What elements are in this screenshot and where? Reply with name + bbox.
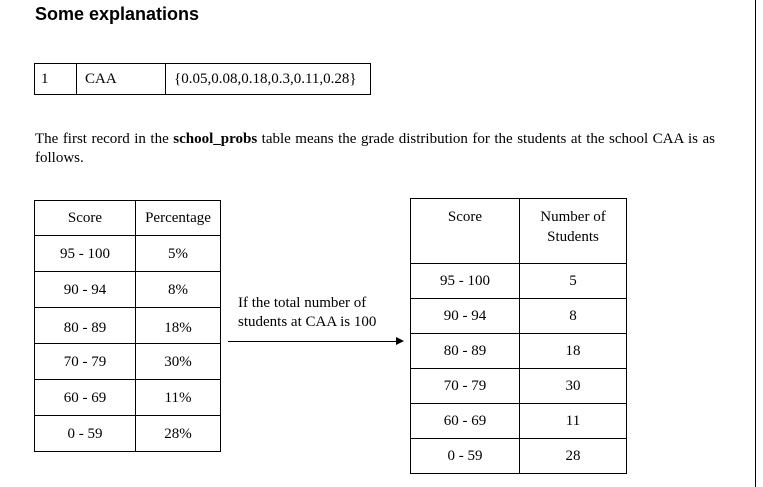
- total-note: [238, 294, 376, 332]
- table-row: [35, 308, 221, 344]
- table-row: [35, 272, 221, 308]
- percentage-cell: 11%: [136, 380, 221, 416]
- percentage-cell: 18%: [136, 308, 221, 344]
- record-table: [34, 63, 371, 95]
- arrow-line: [228, 341, 396, 342]
- percentage-cell: 30%: [136, 344, 221, 380]
- count-cell: 11: [520, 404, 627, 439]
- header-percentage: Percentage: [136, 201, 221, 236]
- count-cell: 18: [520, 334, 627, 369]
- score-cell: 80 - 89: [411, 334, 520, 369]
- count-cell: 30: [520, 369, 627, 404]
- percentage-table: [34, 200, 221, 452]
- explanation-paragraph: [35, 130, 715, 168]
- score-cell: 60 - 69: [411, 404, 520, 439]
- score-cell: 95 - 100: [411, 264, 520, 299]
- table-row: [411, 439, 627, 474]
- count-table: [410, 198, 627, 474]
- table-row: [35, 380, 221, 416]
- table-row: [411, 264, 627, 299]
- score-cell: 70 - 79: [35, 344, 136, 380]
- header-number-of-students: [520, 199, 627, 264]
- table-row: [411, 369, 627, 404]
- section-heading: Some explanations: [35, 4, 200, 24]
- score-cell: 70 - 79: [411, 369, 520, 404]
- record-school: CAA: [77, 64, 166, 95]
- paragraph-table-name: school_probs: [173, 131, 258, 147]
- score-cell: 0 - 59: [411, 439, 520, 474]
- record-probs: {0.05,0.08,0.18,0.3,0.11,0.28}: [166, 64, 371, 95]
- count-cell: 5: [520, 264, 627, 299]
- percentage-cell: 28%: [136, 416, 221, 452]
- table-row: [35, 416, 221, 452]
- percentage-cell: 8%: [136, 272, 221, 308]
- header-line-1: Number of: [540, 209, 606, 225]
- table-row: [411, 404, 627, 439]
- header-score: Score: [411, 199, 520, 264]
- arrow-right-icon: [396, 337, 404, 345]
- score-cell: 90 - 94: [35, 272, 136, 308]
- paragraph-pre: The first record in the: [35, 131, 174, 147]
- note-line-1: If the total number of: [238, 295, 367, 311]
- table-row: [35, 236, 221, 272]
- score-cell: 95 - 100: [35, 236, 136, 272]
- header-line-2: Students: [547, 229, 599, 245]
- page-edge-rule: [755, 0, 756, 487]
- table-row: [411, 334, 627, 369]
- note-line-2: students at CAA is 100: [238, 314, 377, 330]
- score-cell: 0 - 59: [35, 416, 136, 452]
- record-id: 1: [35, 64, 77, 95]
- count-cell: 8: [520, 299, 627, 334]
- table-row: [411, 299, 627, 334]
- score-cell: 80 - 89: [35, 308, 136, 344]
- count-cell: 28: [520, 439, 627, 474]
- paragraph-post: table means the grade distribution for the students at the school CAA is as follows.: [35, 131, 715, 166]
- score-cell: 90 - 94: [411, 299, 520, 334]
- percentage-cell: 5%: [136, 236, 221, 272]
- header-score: Score: [35, 201, 136, 236]
- table-header-row: [411, 199, 627, 264]
- table-header-row: [35, 201, 221, 236]
- table-row: [35, 344, 221, 380]
- table-row: [35, 64, 371, 95]
- score-cell: 60 - 69: [35, 380, 136, 416]
